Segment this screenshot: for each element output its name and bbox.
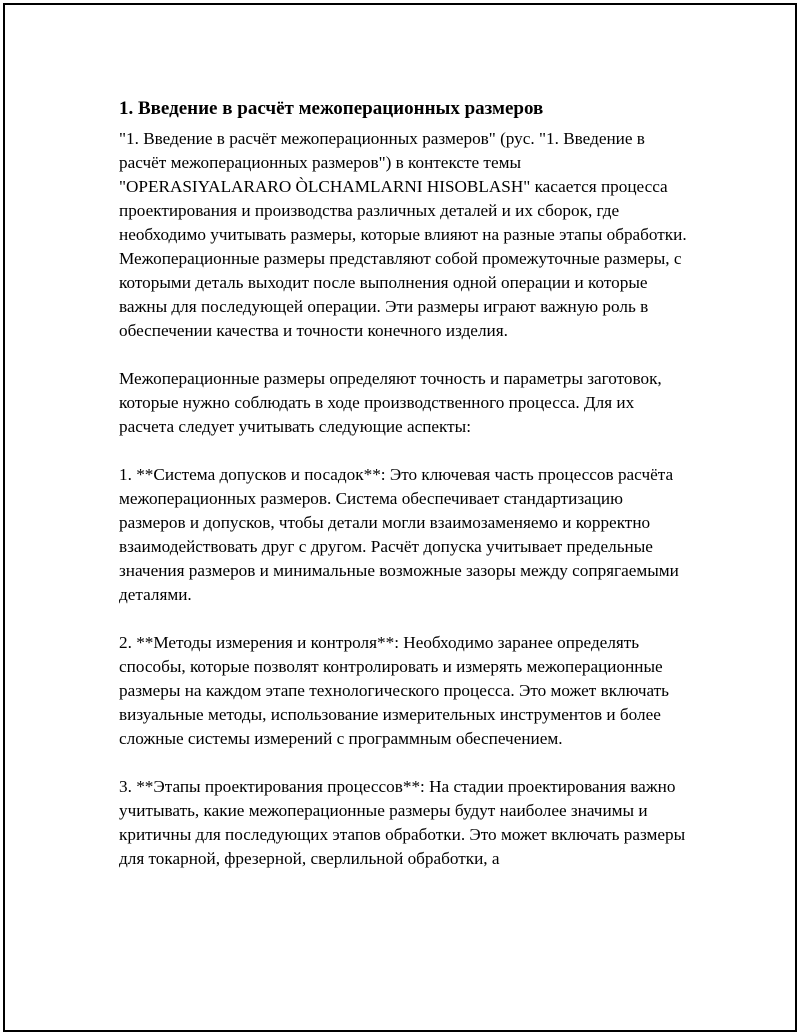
paragraph-item-1: 1. **Система допусков и посадок**: Это ключевая часть процессов расчёта межоперационных размеров. Система обеспечивает стандартизацию размеров и допусков, чтобы детали могли взаимозаменяемо и корректно взаимодействовать друг с другом. Расчёт допуска учитывает предельные значения размеров и минимальные возможные зазоры между сопрягаемыми деталями. bbox=[119, 465, 679, 604]
paragraph-item-2: 2. **Методы измерения и контроля**: Необходимо заранее определять способы, которые позволят контролировать и измерять межоперационные размеры на каждом этапе технологического процесса. Это может включать визуальные методы, использование измерительных инструментов и более сложные системы измерений с программным обеспечением. bbox=[119, 633, 670, 748]
paragraph-aspects: Межоперационные размеры определяют точность и параметры заготовок, которые нужно соблюдать в ходе производственного процесса. Для их расчета следует учитывать следующие аспекты: bbox=[119, 369, 662, 436]
paragraph-intro: "1. Введение в расчёт межоперационных размеров" (рус. "1. Введение в расчёт межоперационных размеров") в контексте темы "OPERASIYALARARO ÒLCHAMLARNI HISOBLASH" касается процесса проектирования и производства различных деталей и их сборок, где необходимо учитывать размеры, которые влияют на разные этапы обработки. Межоперационные размеры представляют собой промежуточные размеры, с которыми деталь выходит после выполнения одной операции и которые важны для последующей операции. Эти размеры играют важную роль в обеспечении качества и точности конечного изделия. bbox=[119, 129, 687, 340]
document-content bbox=[119, 97, 691, 895]
section-title: 1. Введение в расчёт межоперационных размеров bbox=[119, 98, 544, 119]
document-page bbox=[3, 3, 797, 1032]
paragraph-item-3: 3. **Этапы проектирования процессов**: На стадии проектирования важно учитывать, какие межоперационные размеры будут наиболее значимы и критичны для последующих этапов обработки. Это может включать размеры для токарной, фрезерной, сверлильной обработки, а bbox=[119, 777, 686, 868]
